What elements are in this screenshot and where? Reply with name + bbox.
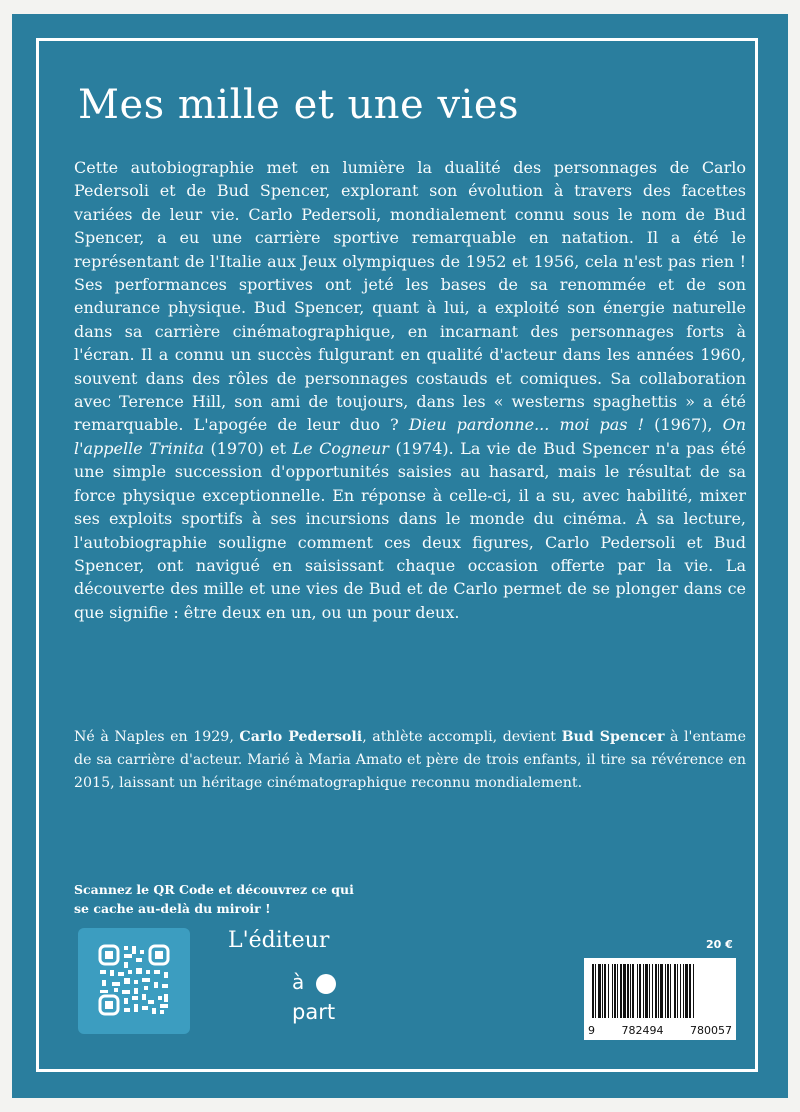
publisher-label: L'éditeur bbox=[228, 928, 330, 953]
author-bio bbox=[74, 726, 746, 795]
isbn-digit-group: 782494 bbox=[621, 1024, 664, 1037]
bio-text-1: Né à Naples en 1929, bbox=[74, 729, 240, 745]
summary-text-2: (1967), bbox=[644, 415, 723, 435]
film-title-trinita: On l'appelle Trinita bbox=[74, 415, 747, 458]
back-cover bbox=[12, 14, 788, 1098]
barcode-icon bbox=[590, 964, 730, 1018]
qr-code-icon bbox=[98, 944, 170, 1016]
qr-code[interactable] bbox=[78, 928, 190, 1034]
logo-text-top: à bbox=[292, 970, 305, 994]
logo-text-bottom: part bbox=[292, 1000, 336, 1024]
isbn-digit-group: 9 bbox=[588, 1024, 595, 1037]
book-title: Mes mille et une vies bbox=[78, 82, 520, 128]
summary-text-3: (1970) et bbox=[204, 438, 293, 458]
qr-caption: Scannez le QR Code et découvrez ce qui se cache au-delà du miroir ! bbox=[74, 882, 354, 916]
summary-text-4: (1974). La vie de Bud Spencer n'a pas été une simple succession d'opportunités saisies au hasard, mais le résultat de sa force physique exceptionnelle. En réponse à celle-ci, il a su, avec habilité, mixer ses exploits sportifs à ses incursions dans le monde du cinéma. À sa lecture, l'autobiographie souligne comment ces deux figures, Carlo Pedersoli et Bud Spencer, ont navigué en saisissant chaque occasion offerte par la vie. La découverte des mille et une vies de Bud et de Carlo permet de se plonger dans ce que signifie : être deux en un, ou un pour deux. bbox=[74, 438, 746, 622]
isbn-digit-group: 780057 bbox=[690, 1024, 732, 1037]
bio-name-carlo: Carlo Pedersoli bbox=[239, 729, 363, 745]
bio-text-2: , athlète accompli, devient bbox=[362, 729, 562, 745]
isbn-number bbox=[588, 1024, 732, 1037]
summary-text-1: Cette autobiographie met en lumière la dualité des personnages de Carlo Pedersoli et de Bud Spencer, explorant son évolution à travers des facettes variées de leur vie. Carlo Pedersoli, mondialement connu sous le nom de Bud Spencer, a eu une carrière sportive remarquable en natation. Il a été le représentant de l'Italie aux Jeux olympiques de 1952 et 1956, cela n'est pas rien ! Ses performances sportives ont jeté les bases de sa renommée et de son endurance physique. Bud Spencer, quant à lui, a exploité son énergie naturelle dans sa carrière cinématographique, en incarnant des personnages forts à l'écran. Il a connu un succès fulgurant en qualité d'acteur dans les années 1960, souvent dans des rôles de personnages costauds et comiques. Sa collaboration avec Terence Hill, son ami de toujours, dans les « westerns spaghettis » a été remarquable. L'apogée de leur duo ? bbox=[74, 158, 746, 435]
publisher-logo bbox=[290, 970, 360, 1040]
film-title-dieu-pardonne: Dieu pardonne... moi pas ! bbox=[408, 415, 645, 435]
film-title-le-cogneur: Le Cogneur bbox=[292, 438, 389, 458]
book-summary bbox=[74, 156, 746, 624]
isbn-barcode bbox=[584, 958, 736, 1040]
logo-dot-icon bbox=[316, 974, 336, 994]
bio-name-bud: Bud Spencer bbox=[561, 729, 665, 745]
bio-text-3: à l'entame de sa carrière d'acteur. Marié à Maria Amato et père de trois enfants, il tire sa révérence en 2015, laissant un héritage cinématographique reconnu mondialement. bbox=[74, 729, 747, 791]
price-label: 20 € bbox=[706, 938, 733, 951]
